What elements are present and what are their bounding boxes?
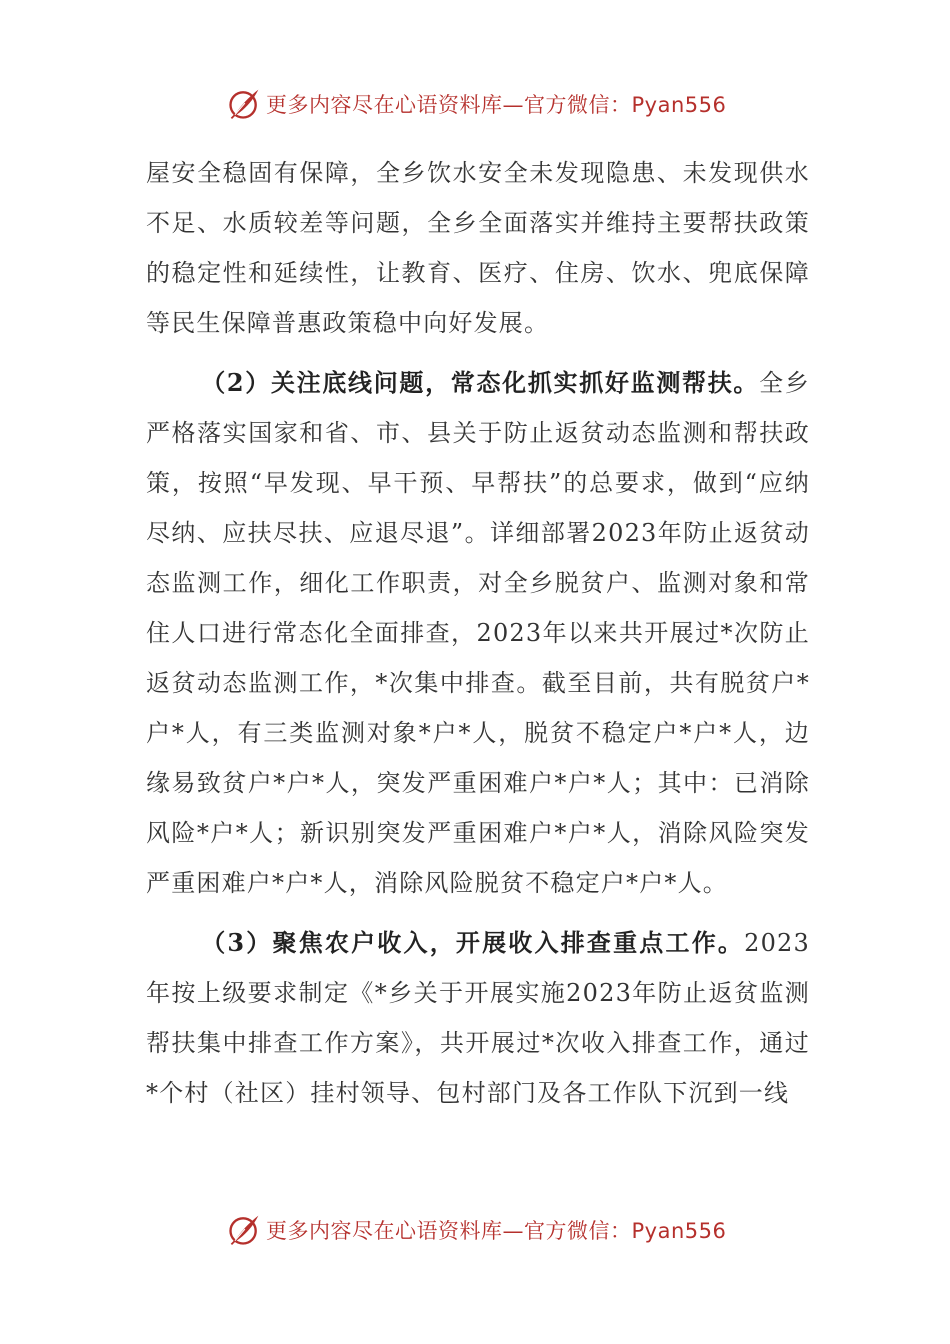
quill-pen-logo-icon — [226, 86, 262, 122]
banner-text: 更多内容尽在心语资料库—官方微信：Pyan556 — [266, 93, 727, 117]
footer-banner — [226, 1210, 726, 1250]
paragraph-3-body: 2023年按上级要求制定《*乡关于开展实施2023年防止返贫监测帮扶集中排查工作方案》，共开展过*次收入排查工作，通过*个村（社区）挂村领导、包村部门及各工作队下沉到一线 — [146, 929, 810, 1107]
quill-pen-logo-icon — [226, 1212, 262, 1248]
paragraph-1: 屋安全稳固有保障，全乡饮水安全未发现隐患、未发现供水不足、水质较差等问题，全乡全面落实并维持主要帮扶政策的稳定性和延续性，让教育、医疗、住房、饮水、兜底保障等民生保障普惠政策稳中向好发展。 — [146, 159, 810, 337]
paragraph-2 — [146, 358, 810, 908]
document-body — [146, 148, 810, 1118]
section-heading-2: （2）关注底线问题，常态化抓实抓好监测帮扶。 — [201, 368, 760, 397]
banner-text: 更多内容尽在心语资料库—官方微信：Pyan556 — [266, 1219, 727, 1243]
paragraph-2-body: 全乡严格落实国家和省、市、县关于防止返贫动态监测和帮扶政策，按照“早发现、早干预、早帮扶”的总要求，做到“应纳尽纳、应扶尽扶、应退尽退”。详细部署2023年防止返贫动态监测工作，细化工作职责，对全乡脱贫户、监测对象和常住人口进行常态化全面排查，2023年以来共开展过*次防止返贫动态监测工作，*次集中排查。截至目前，共有脱贫户*户*人，有三类监测对象*户*人，脱贫不稳定户*户*人，边缘易致贫户*户*人，突发严重困难户*户*人；其中：已消除风险*户*人；新识别突发严重困难户*户*人，消除风险突发严重困难户*户*人，消除风险脱贫不稳定户*户*人。 — [146, 369, 810, 897]
paragraph-3 — [146, 918, 810, 1118]
header-banner — [226, 84, 726, 124]
section-heading-3: （3）聚焦农户收入，开展收入排查重点工作。 — [201, 928, 745, 957]
